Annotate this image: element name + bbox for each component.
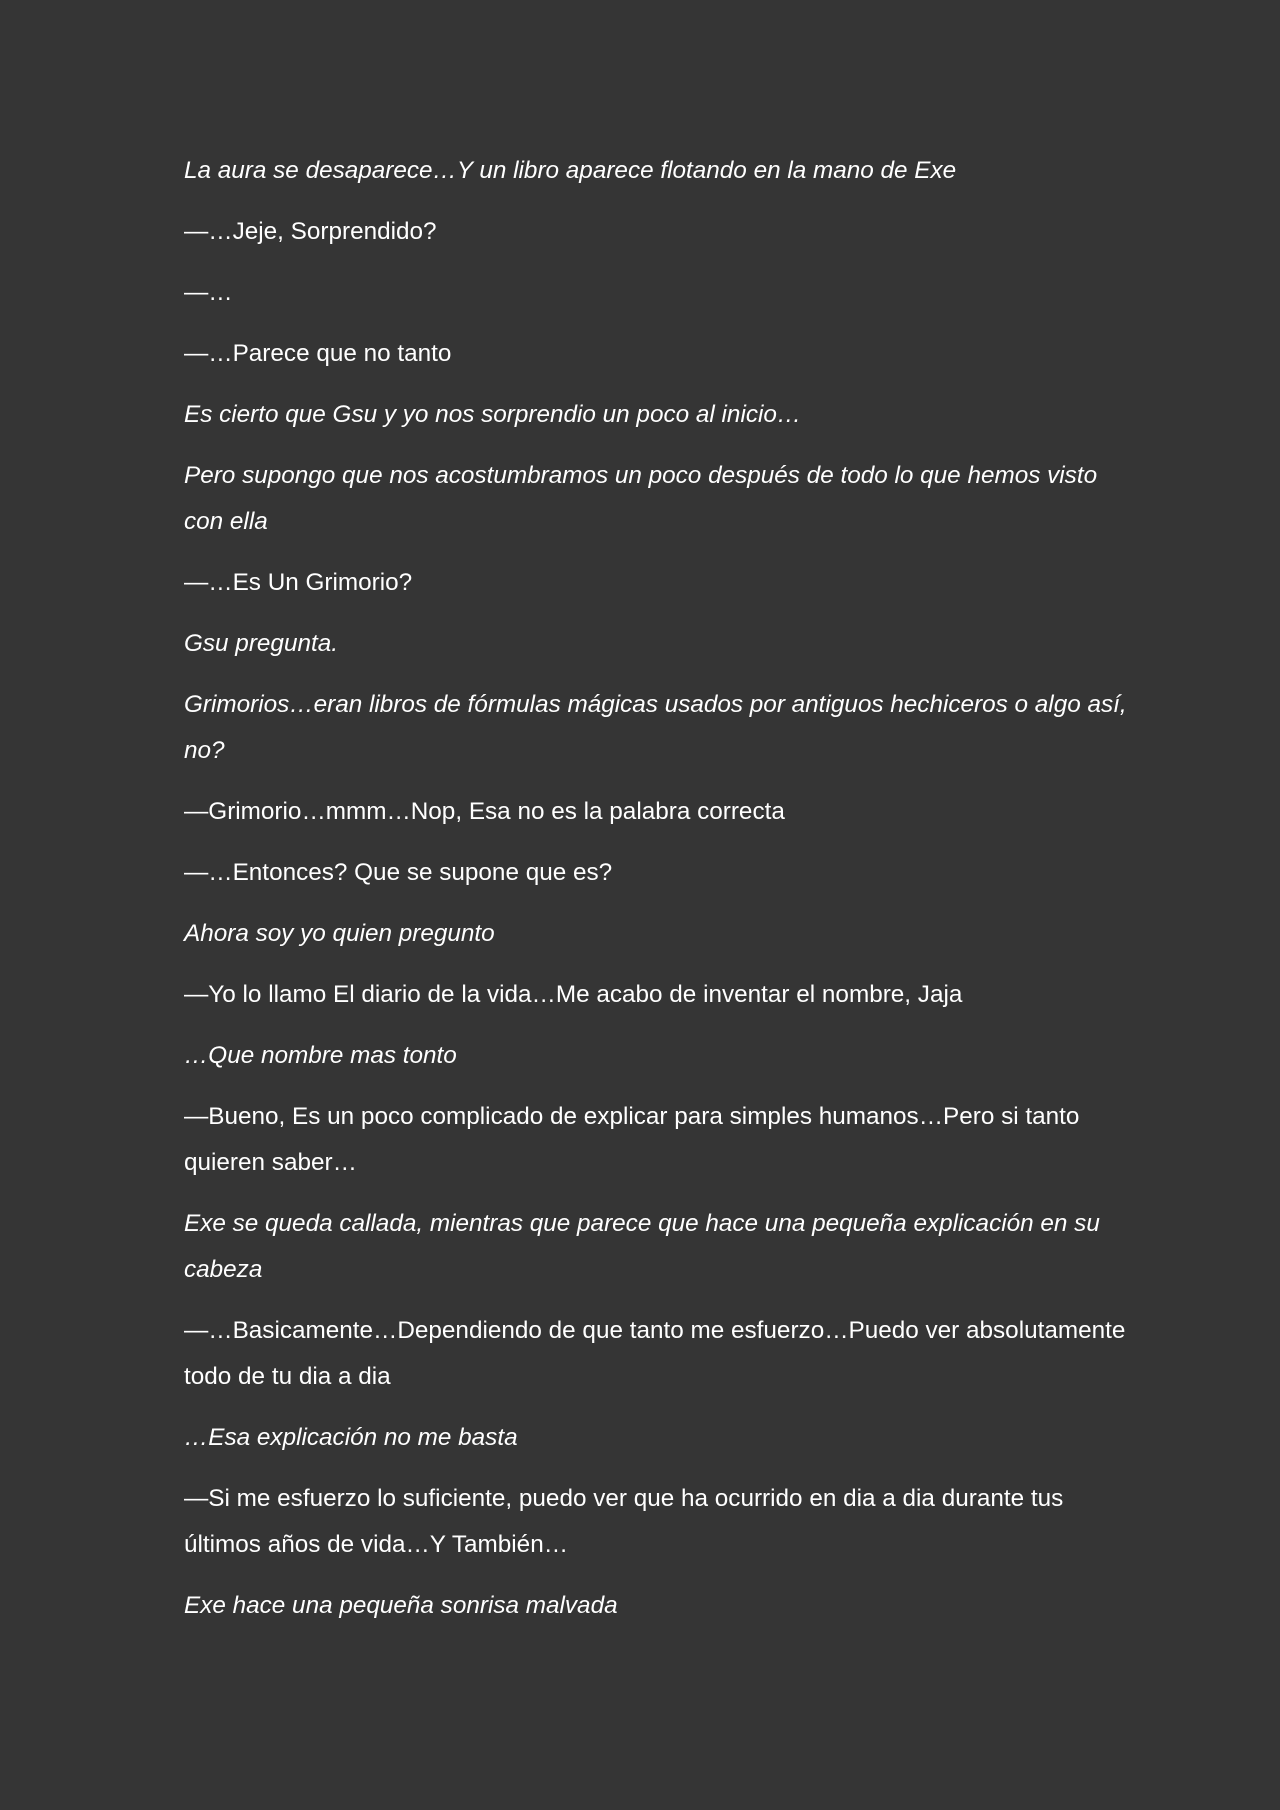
paragraph-11: —…Entonces? Que se supone que es? — [184, 859, 613, 886]
paragraph-8: Gsu pregunta. — [184, 630, 338, 657]
paragraph-17: —…Basicamente…Dependiendo de que tanto me esfuerzo…Puedo ver absolutamente todo de tu dia a dia — [184, 1317, 1126, 1390]
paragraph-5: Es cierto que Gsu y yo nos sorprendio un poco al inicio… — [184, 401, 802, 428]
paragraph-7: —…Es Un Grimorio? — [184, 569, 413, 596]
paragraph-13: —Yo lo llamo El diario de la vida…Me acabo de inventar el nombre, Jaja — [184, 981, 963, 1008]
paragraph-20: Exe hace una pequeña sonrisa malvada — [184, 1592, 618, 1619]
paragraph-15: —Bueno, Es un poco complicado de explicar para simples humanos…Pero si tanto quieren saber… — [184, 1103, 1080, 1176]
paragraph-9: Grimorios…eran libros de fórmulas mágicas usados por antiguos hechiceros o algo así, no? — [184, 691, 1127, 764]
paragraph-18: …Esa explicación no me basta — [184, 1424, 518, 1451]
paragraph-1: La aura se desaparece…Y un libro aparece flotando en la mano de Exe — [184, 157, 957, 184]
paragraph-19: —Si me esfuerzo lo suficiente, puedo ver que ha ocurrido en dia a dia durante tus últimos años de vida…Y También… — [184, 1485, 1064, 1558]
paragraph-16: Exe se queda callada, mientras que parece que hace una pequeña explicación en su cabeza — [184, 1210, 1100, 1283]
paragraph-10: —Grimorio…mmm…Nop, Esa no es la palabra correcta — [184, 798, 785, 825]
paragraph-6: Pero supongo que nos acostumbramos un poco después de todo lo que hemos visto con ella — [184, 462, 1098, 535]
paragraph-4: —…Parece que no tanto — [184, 340, 452, 367]
paragraph-2: —…Jeje, Sorprendido? — [184, 218, 437, 245]
paragraph-12: Ahora soy yo quien pregunto — [184, 920, 495, 947]
paragraph-3: —… — [184, 279, 233, 306]
paragraph-14: …Que nombre mas tonto — [184, 1042, 457, 1069]
